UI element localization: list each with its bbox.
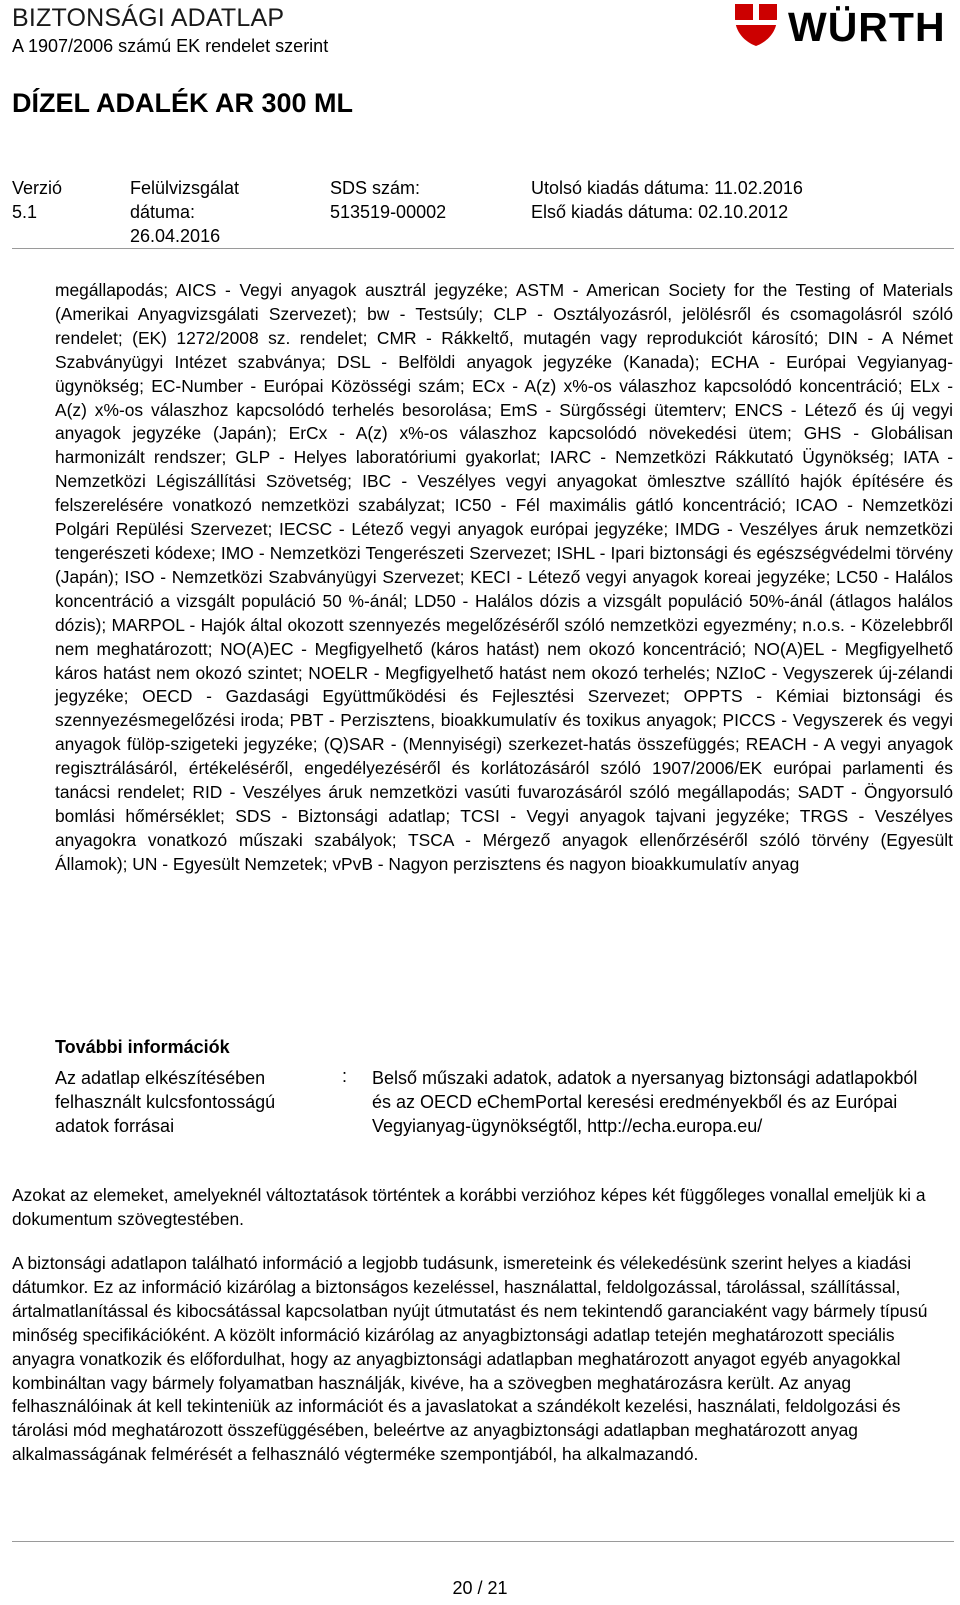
document-title: BIZTONSÁGI ADATLAP (12, 4, 285, 32)
first-issue-date: Első kiadás dátuma: 02.10.2012 (531, 202, 789, 222)
further-info-label: Az adatlap elkészítésében felhasznált kulcsfontosságú adatok forrásai (55, 1068, 276, 1136)
last-issue-date: Utolsó kiadás dátuma: 11.02.2016 (531, 178, 803, 198)
issue-dates-block (531, 176, 803, 224)
version-value: 5.1 (12, 202, 38, 222)
wurth-logo-mark-icon (733, 2, 779, 48)
version-label: Verzió (12, 178, 63, 198)
abbreviations-text: megállapodás; AICS - Vegyi anyagok ausztrál jegyzéke; ASTM - American Society for the Testing of Materials (Amerikai Anyagvizsgálati Szervezet); bw - Testsúly; CLP - Osztályozásról, jelölésről és csomagolásról szóló rendelet; (EK) 1272/2008 sz. rendelet; CMR - Rákkeltő, mutagén vagy reprodukciót károsító; DIN - A Német Szabványügyi Intézet szabványa; DSL - Belföldi anyagok jegyzéke (Kanada); ECHA - Európai Vegyianyag-ügynökség; EC-Number - Európai Közösségi szám; ECx - A(z) x%-os válaszhoz kapcsolódó koncentráció; ELx - A(z) x%-os válaszhoz kapcsolódó terhelés besorolása; EmS - Sürgősségi ütemterv; ENCS - Létező és új vegyi anyagok jegyzéke (Japán); ErCx - A(z) x%-os válaszhoz kapcsolódó növekedési ütem; GHS - Globálisan harmonizált rendszer; GLP - Helyes laboratóriumi gyakorlat; IARC - Nemzetközi Rákkutató Ügynökség; IATA - Nemzetközi Légiszállítási Szövetség; IBC - Veszélyes vegyi anyagokat ömlesztve szállító hajók építésére és felszerelésére vonatkozó nemzetközi szabályzat; IC50 - Fél maximális gátló koncentráció; ICAO - Nemzetközi Polgári Repülési Szervezet; IECSC - Létező vegyi anyagok európai jegyzéke; IMDG - Veszélyes áruk nemzetközi tengerészeti kódexe; IMO - Nemzetközi Tengerészeti Szervezet; ISHL - Ipari biztonsági és egészségvédelmi törvény (Japán); ISO - Nemzetközi Szabványügyi Szervezet; KECI - Létező vegyi anyagok koreai jegyzéke; LC50 - Halálos koncentráció a vizsgált populáció 50 %-ánál; LD50 - Halálos dózis a vizsgált populáció 50%-ánál (átlagos halálos dózis); MARPOL - Hajók által okozott szennyezés megelőzéséről szóló nemzetközi egyezmény; n.o.s. - Közelebbről nem meghatározott; NO(A)EC - Megfigyelhető (káros hatást) nem okozó koncentráció; NO(A)EL - Megfigyelhető káros hatást nem okozó szintet; NOELR - Megfigyelhető hatást nem okozó terhelés; NZIoC - Vegyszerek új-zélandi jegyzéke; OECD - Gazdasági Együttműködési és Fejlesztési Szervezet; OPPTS - Kémiai biztonsági és szennyezésmegelőzési iroda; PBT - Perzisztens, bioakkumulatív és toxikus anyagok; PICCS - Vegyszerek és vegyi anyagok fülöp-szigeteki jegyzéke; (Q)SAR - (Mennyiségi) szerkezet-hatás összefüggés; REACH - A vegyi anyagok regisztrálásáról, értékeléséről, engedélyezéséről és korlátozásáról szóló 1907/2006/EK európai parlamenti és tanácsi rendelet; RID - Veszélyes áruk nemzetközi vasúti fuvarozásáról szóló megállapodás; SADT - Öngyorsuló bomlási hőmérséklet; SDS - Biztonsági adatlap; TCSI - Vegyi anyagok tajvani jegyzéke; TRGS - Veszélyes anyagokra vonatkozó műszaki szabályok; TSCA - Mérgező anyagok ellenőrzéséről szóló törvény (Egyesült Államok); UN - Egyesült Nemzetek; vPvB - Nagyon perzisztens és nagyon bioakkumulatív anyag (55, 280, 953, 874)
revision-label-2: dátuma: (130, 202, 196, 222)
revision-block (130, 176, 239, 248)
version-block (12, 176, 62, 224)
footer-divider (12, 1541, 954, 1542)
sds-label: SDS szám: (330, 178, 421, 198)
further-info-heading: További információk (55, 1037, 230, 1057)
page-number: 20 / 21 (452, 1578, 508, 1598)
header-divider (12, 248, 954, 249)
product-name: DÍZEL ADALÉK AR 300 ML (12, 88, 354, 118)
sds-block (330, 176, 446, 224)
disclaimer: A biztonsági adatlapon található információ a legjobb tudásunk, ismereteink és vélekedésünk szerint helyes a kiadási dátumkor. Ez az információ kizárólag a biztonságos kezeléssel, használattal, feldolgozással, tárolással, szállítással, ártalmatlanítással és kibocsátással kapcsolatban nyújt útmutatást és nem tekintendő garanciaként vagy bármely típusú minőség specifikációként. A közölt információ kizárólag az anyagbiztonsági adatlap tetején meghatározott speciális anyagra vonatkozik és előfordulhat, hogy az anyagbiztonsági adatlapban meghatározott anyagot egyéb anyagokkal kombináltan vagy bármely folyamatban használják, kivéve, ha a szövegben meghatározásra került. Az anyag felhasználóinak át kell tekinteniük az információt és a javaslatokat a szándékolt kezelési, használati, feldolgozási és tárolási mód meghatározott összefüggésében, beleértve az anyagbiztonsági adatlapban meghatározott anyag alkalmasságának felmérését a felhasználó végterméke szempontjából, ha alkalmazandó. (12, 1253, 928, 1465)
sds-number: 513519-00002 (330, 202, 447, 222)
further-info-colon: : (342, 1066, 348, 1086)
change-note: Azokat az elemeket, amelyeknél változtatások történtek a korábbi verzióhoz képes két függőleges vonallal emeljük ki a dokumentum szövegtestében. (12, 1185, 926, 1229)
revision-date: 26.04.2016 (130, 226, 221, 246)
logo-wordmark: WÜRTH (788, 4, 946, 50)
further-info-value: Belső műszaki adatok, adatok a nyersanyag biztonsági adatlapokból és az OECD eChemPortal keresési eredményekből és az Európai Vegyianyag-ügynökségtől, http://echa.europa.eu/ (372, 1068, 918, 1136)
document-subtitle: A 1907/2006 számú EK rendelet szerint (12, 36, 329, 56)
wurth-logo (733, 2, 955, 50)
revision-label: Felülvizsgálat (130, 178, 240, 198)
